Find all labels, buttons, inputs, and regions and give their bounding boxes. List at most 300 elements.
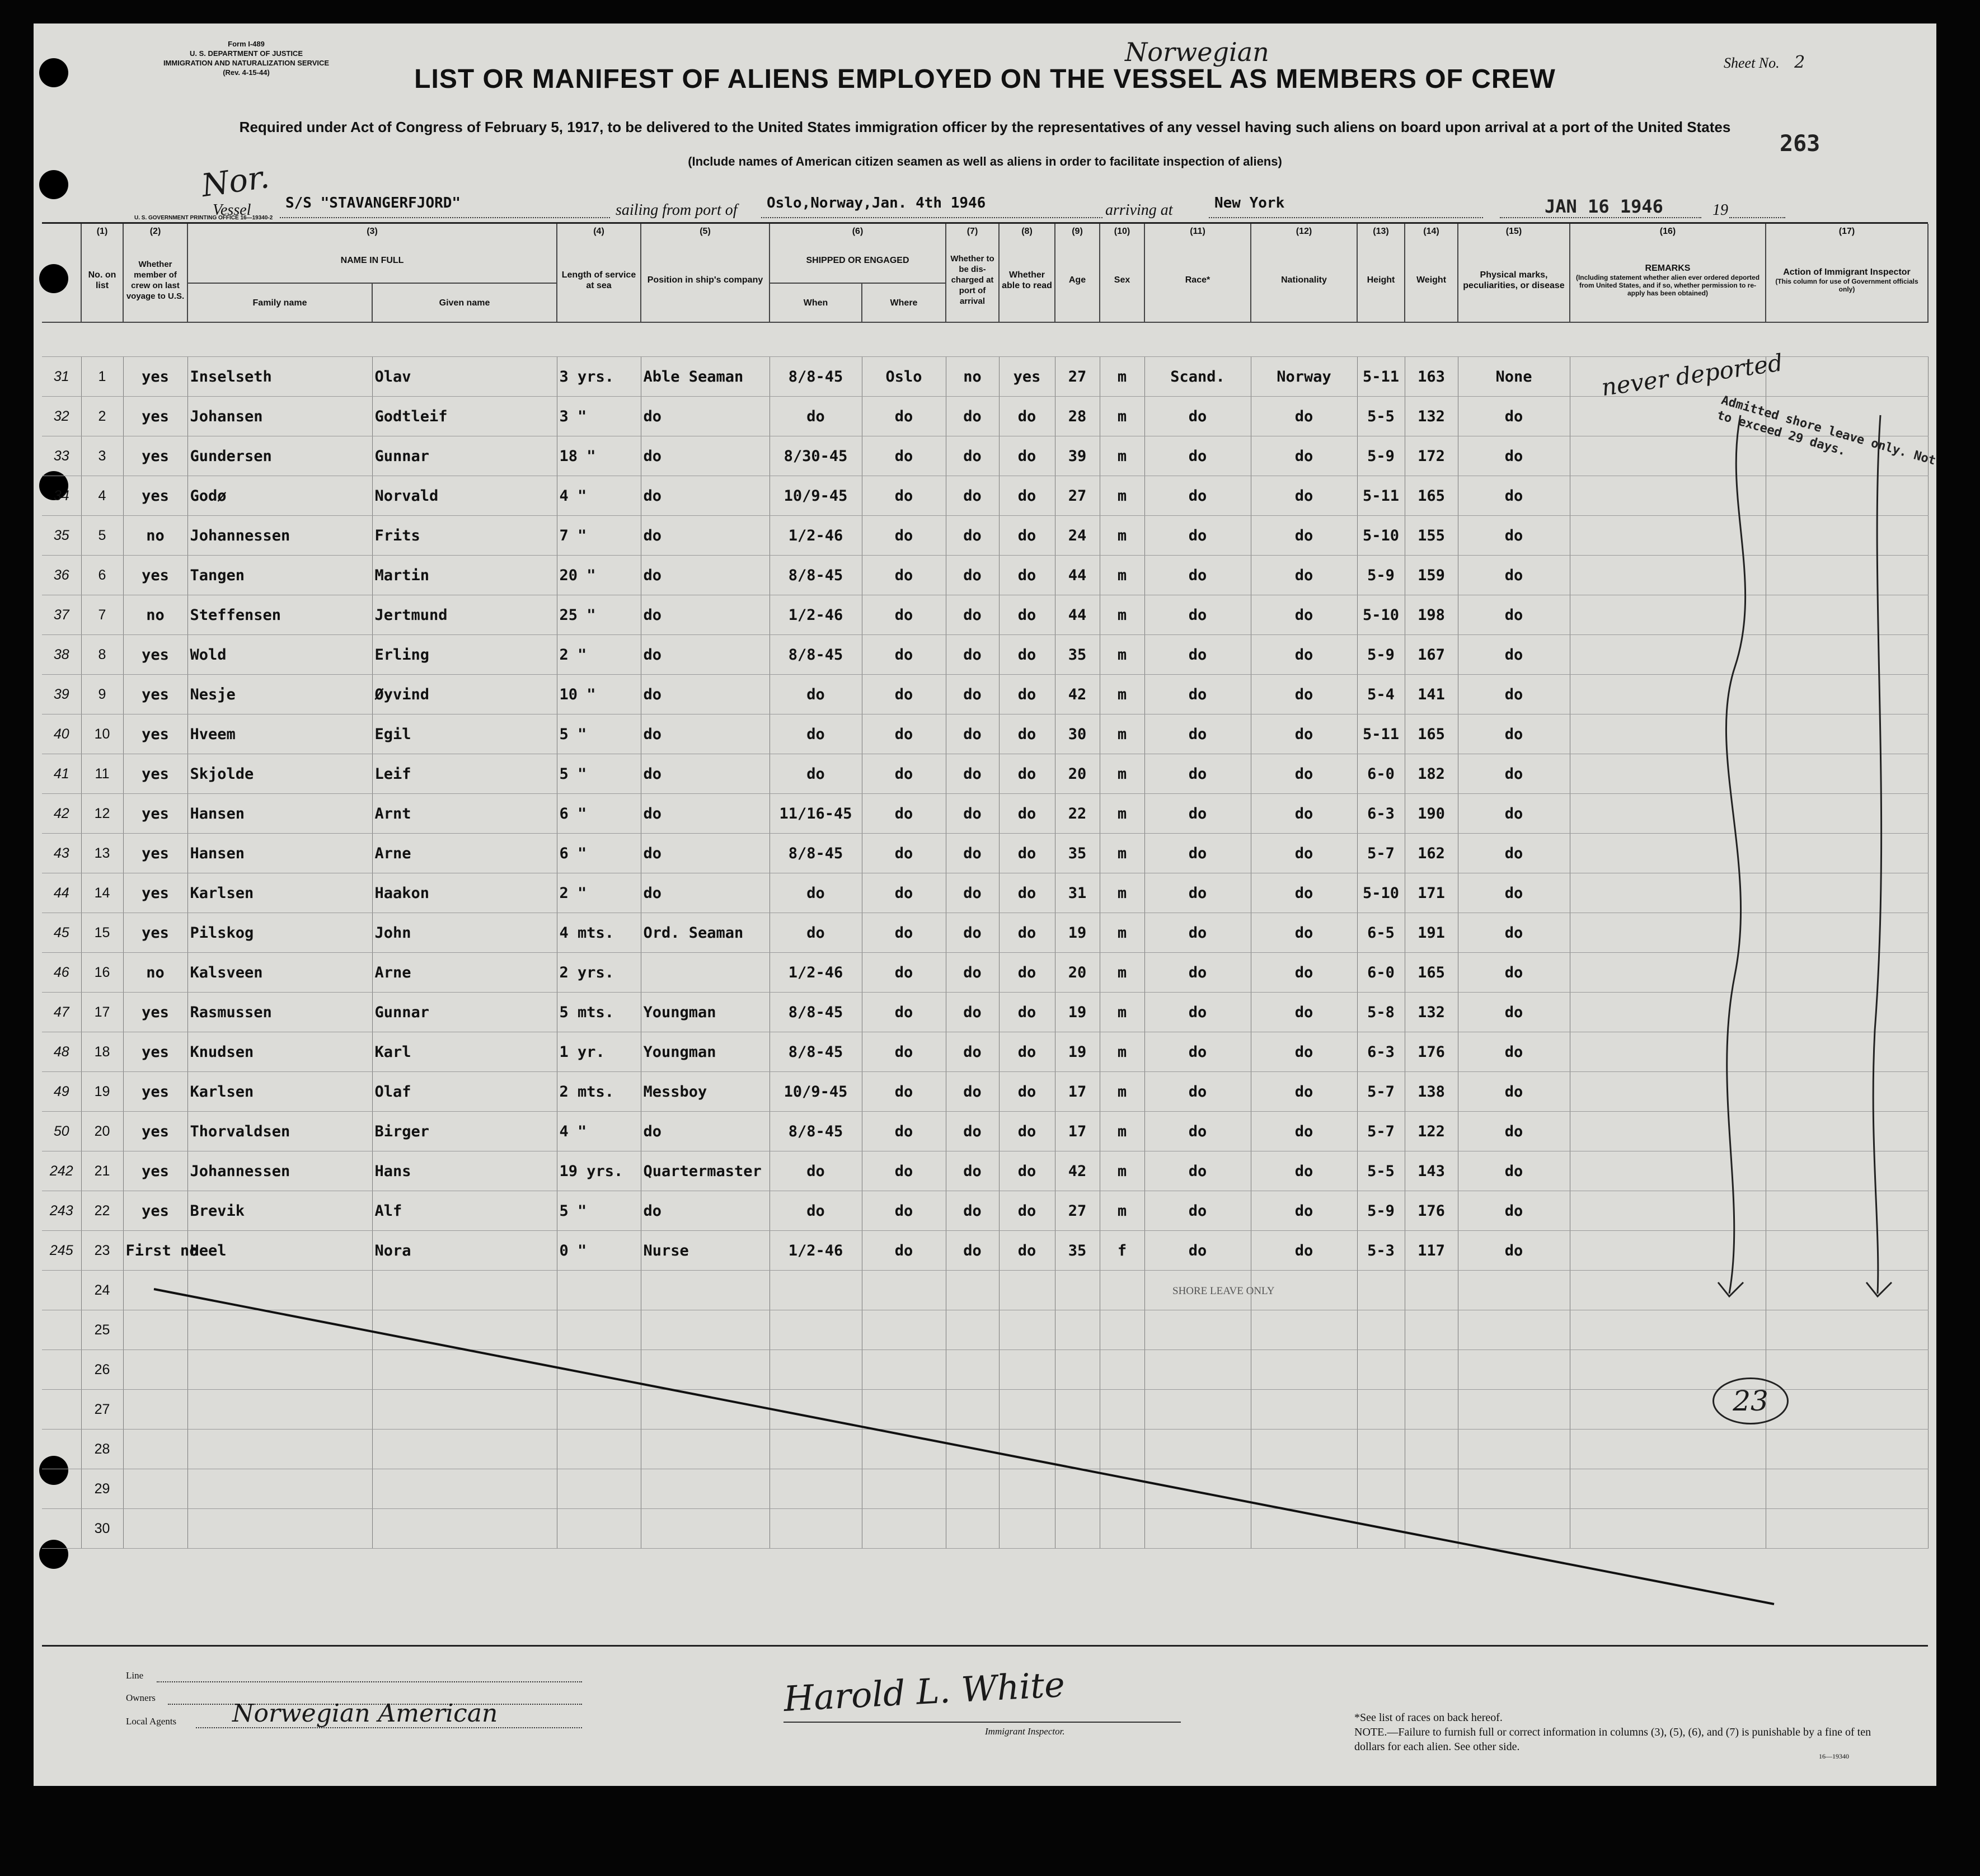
margin-number-cell: 45 [42,913,81,953]
weight-cell: 182 [1405,754,1458,794]
shipped-when-cell: do [770,913,862,953]
race-cell: do [1144,1231,1251,1271]
line-label: Line [126,1670,144,1681]
crew-member-cell: yes [123,397,187,436]
shipped-when-cell: 1/2-46 [770,595,862,635]
header-weight: Weight [1405,238,1458,322]
able-to-read-cell: do [999,754,1055,794]
shipped-where-cell: do [862,1112,946,1151]
sex-cell: m [1100,953,1144,993]
vessel-name: S/S "STAVANGERFJORD" [285,195,461,211]
weight-cell: 141 [1405,675,1458,714]
crew-member-cell: yes [123,1072,187,1112]
crew-member-cell: yes [123,675,187,714]
able-to-read-cell: do [999,1072,1055,1112]
service-length-cell: 3 " [557,397,641,436]
given-name-cell: Norvald [372,476,557,516]
age-cell: 35 [1055,834,1100,873]
given-name-cell: Nora [372,1231,557,1271]
age-cell: 42 [1055,675,1100,714]
shipped-where-cell: do [862,436,946,476]
row-number-cell: 15 [81,913,123,953]
inspector-label: Immigrant Inspector. [985,1726,1065,1737]
height-cell: 5-10 [1357,595,1405,635]
colnum: (2) [123,224,187,238]
physical-marks-cell: do [1458,556,1570,595]
header-shipped-engaged: SHIPPED OR ENGAGED [770,238,946,283]
height-cell: 5-11 [1357,476,1405,516]
crew-member-cell: yes [123,834,187,873]
nationality-cell: do [1251,1191,1357,1231]
discharged-cell: do [946,556,999,595]
header-name-in-full: NAME IN FULL [187,238,557,283]
shipped-when-cell: 1/2-46 [770,1231,862,1271]
age-cell: 20 [1055,754,1100,794]
service-length-cell: 6 " [557,794,641,834]
nationality-cell: do [1251,794,1357,834]
agents-underline [196,1727,582,1728]
position-cell: Youngman [641,993,770,1032]
height-cell: 5-5 [1357,1151,1405,1191]
physical-marks-cell: do [1458,953,1570,993]
crew-member-cell: First no [123,1231,187,1271]
row-number-cell: 8 [81,635,123,675]
race-cell: do [1144,913,1251,953]
physical-marks-cell: do [1458,1151,1570,1191]
revision: (Rev. 4-15-44) [223,68,270,77]
given-name-cell: Erling [372,635,557,675]
age-cell: 42 [1055,1151,1100,1191]
family-name-cell: Kalsveen [187,953,372,993]
discharged-cell: do [946,913,999,953]
shipped-where-cell: do [862,635,946,675]
shipped-when-cell: 8/8-45 [770,556,862,595]
position-cell: do [641,1191,770,1231]
service-length-cell: 1 yr. [557,1032,641,1072]
sheet-label: Sheet No. [1724,55,1780,71]
margin-number-cell: 43 [42,834,81,873]
family-name-cell: Godø [187,476,372,516]
height-cell: 5-10 [1357,516,1405,556]
race-cell: do [1144,834,1251,873]
header-family-name: Family name [187,283,372,322]
signature-line [783,1722,1181,1723]
colnum: (4) [557,224,641,238]
subtitle: Required under Act of Congress of February 5, 1917, to be delivered to the United States immigration officer by the representatives of any vessel having such aliens on board upon arrival at a port of the United States [239,119,1731,135]
sex-cell: m [1100,436,1144,476]
discharged-cell: do [946,1231,999,1271]
race-cell: do [1144,556,1251,595]
weight-cell: 165 [1405,476,1458,516]
remarks-never-deported: never deported [1599,349,1785,402]
given-name-cell: Haakon [372,873,557,913]
able-to-read-cell: do [999,516,1055,556]
header-race: Race* [1144,238,1251,322]
able-to-read-cell: do [999,436,1055,476]
crew-member-cell: yes [123,357,187,397]
height-cell: 5-7 [1357,1072,1405,1112]
margin-number-cell: 33 [42,436,81,476]
colnum: (11) [1144,224,1251,238]
service-length-cell: 5 " [557,1191,641,1231]
race-cell: do [1144,794,1251,834]
able-to-read-cell: do [999,794,1055,834]
given-name-cell: Alf [372,1191,557,1231]
shipped-when-cell: 8/8-45 [770,1032,862,1072]
sex-cell: m [1100,993,1144,1032]
position-cell: do [641,556,770,595]
service-length-cell: 5 " [557,754,641,794]
header-no-on-list: No. on list [81,238,123,322]
shipped-where-cell: do [862,397,946,436]
sex-cell: m [1100,357,1144,397]
shipped-where-cell: do [862,993,946,1032]
row-number-cell: 3 [81,436,123,476]
service-length-cell: 4 " [557,476,641,516]
discharged-cell: do [946,1151,999,1191]
form-code: 16—19340 [1819,1752,1849,1760]
family-name-cell: Johannessen [187,1151,372,1191]
discharged-cell: do [946,873,999,913]
vessel-label: Vessel [213,201,251,219]
given-name-cell: Birger [372,1112,557,1151]
sex-cell: m [1100,714,1144,754]
shipped-where-cell: Oslo [862,357,946,397]
row-number-cell: 28 [81,1430,123,1469]
header-age: Age [1055,238,1100,322]
service-length-cell: 2 mts. [557,1072,641,1112]
shipped-when-cell: 11/16-45 [770,794,862,834]
weight-cell: 159 [1405,556,1458,595]
sex-cell: m [1100,834,1144,873]
weight-cell: 163 [1405,357,1458,397]
sex-cell: m [1100,1112,1144,1151]
family-name-cell: Skjolde [187,754,372,794]
row-number-cell: 16 [81,953,123,993]
family-name-cell: Johannessen [187,516,372,556]
shipped-when-cell: 8/8-45 [770,635,862,675]
margin-number-cell: 34 [42,476,81,516]
race-cell: do [1144,993,1251,1032]
physical-marks-cell: do [1458,436,1570,476]
discharged-cell: do [946,714,999,754]
able-to-read-cell: do [999,476,1055,516]
age-cell: 28 [1055,397,1100,436]
family-name-cell: Tangen [187,556,372,595]
shipped-when-cell: 10/9-45 [770,1072,862,1112]
physical-marks-cell: None [1458,357,1570,397]
margin-number-cell: 36 [42,556,81,595]
weight-cell: 155 [1405,516,1458,556]
subnote: (Include names of American citizen seamen as well as aliens in order to facilitate inspection of aliens) [688,154,1282,168]
row-number-cell: 6 [81,556,123,595]
header-physical-marks: Physical marks, peculiarities, or disease [1458,238,1570,322]
year-label: 19 [1712,201,1728,219]
able-to-read-cell: do [999,714,1055,754]
shipped-where-cell: do [862,476,946,516]
discharged-cell: do [946,754,999,794]
weight-cell: 190 [1405,794,1458,834]
weight-cell: 198 [1405,595,1458,635]
able-to-read-cell: do [999,1151,1055,1191]
margin-number-cell: 41 [42,754,81,794]
crew-member-cell: no [123,953,187,993]
age-cell: 17 [1055,1112,1100,1151]
nationality-cell: do [1251,476,1357,516]
margin-number-cell: 46 [42,953,81,993]
colnum: (8) [999,224,1055,238]
race-cell: do [1144,754,1251,794]
nationality-cell: do [1251,1112,1357,1151]
sex-cell: m [1100,556,1144,595]
physical-marks-cell: do [1458,516,1570,556]
discharged-cell: do [946,834,999,873]
age-cell: 24 [1055,516,1100,556]
position-cell: Messboy [641,1072,770,1112]
discharged-cell: no [946,357,999,397]
physical-marks-cell: do [1458,714,1570,754]
weight-cell: 132 [1405,397,1458,436]
row-number-cell: 14 [81,873,123,913]
physical-marks-cell: do [1458,397,1570,436]
strike-line [154,1289,1774,1604]
row-number-cell: 13 [81,834,123,873]
row-number-cell: 1 [81,357,123,397]
penalty-note: NOTE.—Failure to furnish full or correct information in columns (3), (5), (6), and (7) is punishable by a fine of ten dollars for each alien. See other side. [1354,1726,1871,1753]
height-cell: 5-9 [1357,635,1405,675]
header-given-name: Given name [372,283,557,322]
given-name-cell: Olav [372,357,557,397]
crew-member-cell: yes [123,556,187,595]
header-position: Position in ship's company [641,238,770,322]
row-number-cell: 10 [81,714,123,754]
footer-notes [1354,1710,1875,1754]
agents-label: Local Agents [126,1716,177,1727]
weight-cell: 162 [1405,834,1458,873]
margin-number-cell: 42 [42,794,81,834]
weight-cell: 122 [1405,1112,1458,1151]
service-length-cell: 2 " [557,873,641,913]
margin-number-cell: 37 [42,595,81,635]
position-cell: do [641,436,770,476]
date-stamp: JAN 16 1946 [1545,196,1663,217]
sex-cell: m [1100,476,1144,516]
crew-member-cell: yes [123,436,187,476]
age-cell: 35 [1055,635,1100,675]
age-cell: 30 [1055,714,1100,754]
header-length-service: Length of service at sea [557,238,641,322]
service-length-cell: 18 " [557,436,641,476]
height-cell: 6-5 [1357,913,1405,953]
colnum: (14) [1405,224,1458,238]
shipped-where-cell: do [862,1151,946,1191]
shipped-where-cell: do [862,834,946,873]
height-cell: 5-9 [1357,1191,1405,1231]
weight-cell: 191 [1405,913,1458,953]
shore-leave-stamp: Admitted shore leave only. Not to exceed 29 days. [1715,393,1937,468]
position-cell: do [641,714,770,754]
header-height: Height [1357,238,1405,322]
shipped-when-cell: do [770,1191,862,1231]
arriving-at: New York [1214,195,1285,211]
service-length-cell: 6 " [557,834,641,873]
family-name-cell: Heel [187,1231,372,1271]
crew-member-cell: yes [123,1151,187,1191]
colnum: (17) [1766,224,1928,238]
shipped-when-cell: 1/2-46 [770,953,862,993]
service-length-cell: 4 mts. [557,913,641,953]
able-to-read-cell: do [999,834,1055,873]
crew-member-cell: yes [123,1191,187,1231]
discharged-cell: do [946,397,999,436]
agents-value: Norwegian American [232,1699,498,1728]
height-cell: 5-10 [1357,873,1405,913]
race-cell: do [1144,873,1251,913]
margin-number-cell: 49 [42,1072,81,1112]
race-cell: do [1144,953,1251,993]
race-cell: do [1144,1151,1251,1191]
given-name-cell: Karl [372,1032,557,1072]
family-name-cell: Knudsen [187,1032,372,1072]
manifest-sheet [34,23,1936,1786]
weight-cell: 132 [1405,993,1458,1032]
row-number-cell: 27 [81,1390,123,1430]
nationality-cell: do [1251,556,1357,595]
race-cell: do [1144,1191,1251,1231]
able-to-read-cell: do [999,595,1055,635]
height-cell: 6-3 [1357,1032,1405,1072]
remarks-title: REMARKS [1645,264,1691,273]
arriving-label: arriving at [1105,201,1173,219]
physical-marks-cell: do [1458,1231,1570,1271]
nationality-cell: do [1251,1072,1357,1112]
position-cell: do [641,675,770,714]
given-name-cell: Frits [372,516,557,556]
physical-marks-cell: do [1458,834,1570,873]
action-ditto-line [1873,415,1881,1294]
crew-member-cell: yes [123,714,187,754]
family-name-cell: Johansen [187,397,372,436]
height-cell: 5-5 [1357,397,1405,436]
row-number-cell: 17 [81,993,123,1032]
age-cell: 27 [1055,476,1100,516]
sex-cell: m [1100,873,1144,913]
able-to-read-cell: do [999,675,1055,714]
margin-number-cell: 38 [42,635,81,675]
service-length-cell: 7 " [557,516,641,556]
able-to-read-cell: yes [999,357,1055,397]
height-cell: 6-0 [1357,953,1405,993]
race-cell: do [1144,1032,1251,1072]
height-cell: 5-7 [1357,1112,1405,1151]
row-number-cell: 25 [81,1310,123,1350]
header-sex: Sex [1100,238,1144,322]
weight-cell: 143 [1405,1151,1458,1191]
form-number: Form I-489 [228,40,265,48]
height-cell: 5-9 [1357,436,1405,476]
owners-label: Owners [126,1692,156,1703]
shipped-when-cell: 8/8-45 [770,834,862,873]
row-number-cell: 2 [81,397,123,436]
row-number-cell: 21 [81,1151,123,1191]
position-cell: do [641,595,770,635]
age-cell: 19 [1055,913,1100,953]
sex-cell: m [1100,1072,1144,1112]
shipped-when-cell: do [770,1151,862,1191]
race-cell: Scand. [1144,357,1251,397]
given-name-cell: Jertmund [372,595,557,635]
race-cell: do [1144,595,1251,635]
given-name-cell: Hans [372,1151,557,1191]
action-note: (This column for use of Government officials only) [1775,278,1918,293]
header-able-read: Whether able to read [999,238,1055,322]
nationality-cell: do [1251,754,1357,794]
crew-member-cell: yes [123,873,187,913]
position-cell: do [641,873,770,913]
discharged-cell: do [946,1112,999,1151]
shipped-where-cell: do [862,1072,946,1112]
nationality-cell: do [1251,873,1357,913]
shipped-where-cell: do [862,556,946,595]
shipped-when-cell: 8/8-45 [770,357,862,397]
shipped-where-cell: do [862,794,946,834]
able-to-read-cell: do [999,993,1055,1032]
given-name-cell: Leif [372,754,557,794]
nationality-cell: Norway [1251,357,1357,397]
family-name-cell: Karlsen [187,873,372,913]
physical-marks-cell: do [1458,1191,1570,1231]
height-cell: 5-11 [1357,357,1405,397]
crew-member-cell: yes [123,754,187,794]
service-length-cell: 5 mts. [557,993,641,1032]
colnum: (5) [641,224,770,238]
header-discharged: Whether to be dis-charged at port of arrival [946,238,999,322]
physical-marks-cell: do [1458,754,1570,794]
discharged-cell: do [946,516,999,556]
discharged-cell: do [946,436,999,476]
physical-marks-cell: do [1458,913,1570,953]
given-name-cell: Godtleif [372,397,557,436]
family-name-cell: Thorvaldsen [187,1112,372,1151]
shipped-where-cell: do [862,953,946,993]
service-length-cell: 2 yrs. [557,953,641,993]
sex-cell: m [1100,794,1144,834]
service-length-cell: 19 yrs. [557,1151,641,1191]
margin-number-cell: 245 [42,1231,81,1271]
margin-number-cell: 243 [42,1191,81,1231]
race-cell: do [1144,516,1251,556]
sex-cell: f [1100,1231,1144,1271]
sailing-from: Oslo,Norway,Jan. 4th 1946 [767,195,986,211]
family-name-cell: Rasmussen [187,993,372,1032]
margin-number-cell: 40 [42,714,81,754]
inspector-signature: Harold L. White [782,1663,1066,1720]
given-name-cell: Egil [372,714,557,754]
row-number-cell: 19 [81,1072,123,1112]
shipped-when-cell: 10/9-45 [770,476,862,516]
nationality-cell: do [1251,635,1357,675]
crew-member-cell: yes [123,913,187,953]
physical-marks-cell: do [1458,794,1570,834]
physical-marks-cell: do [1458,993,1570,1032]
shipped-where-cell: do [862,1191,946,1231]
shipped-when-cell: do [770,397,862,436]
handwritten-nationality: Norwegian [1125,37,1269,67]
physical-marks-cell: do [1458,1032,1570,1072]
position-cell: Quartermaster [641,1151,770,1191]
crew-member-cell: no [123,595,187,635]
margin-number-cell: 31 [42,357,81,397]
